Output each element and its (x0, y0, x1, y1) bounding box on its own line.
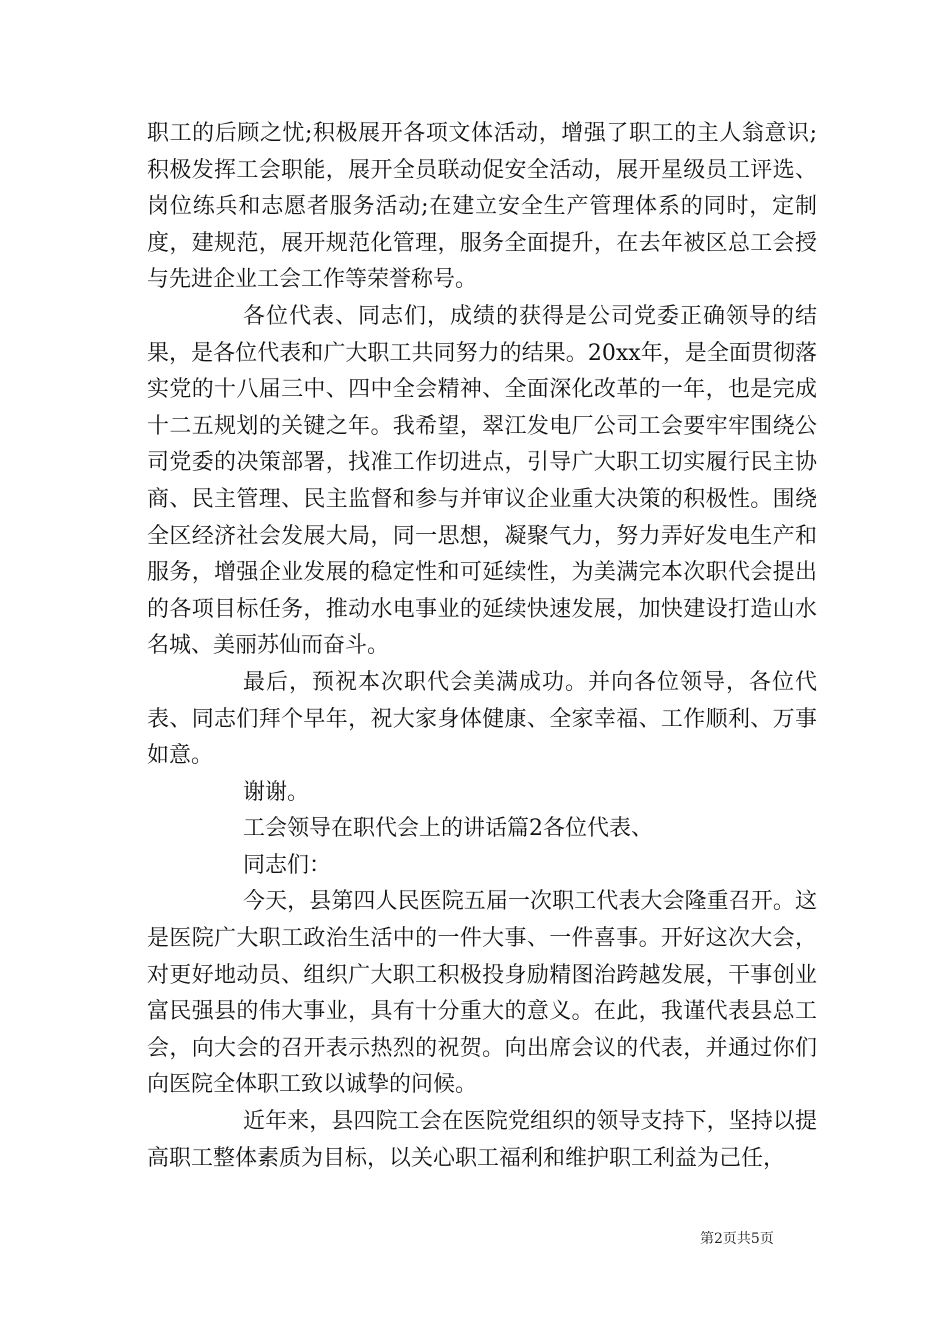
paragraph-achievements: 各位代表、同志们，成绩的获得是公司党委正确领导的结果，是各位代表和广大职工共同努力的结果。20xx年，是全面贯彻落实党的十八届三中、四中全会精神、全面深化改革的一年，也是完成十二五规划的关键之年。我希望，翠江发电厂公司工会要牢牢围绕公司党委的决策部署，找准工作切进点，引导广大职工切实履行民主协商、民主管理、民主监督和参与并审议企业重大决策的积极性。围绕全区经济社会发展大局，同一思想，凝聚气力，努力弄好发电生产和服务，增强企业发展的稳定性和可延续性，为美满完本次职代会提出的各项目标任务，推动水电事业的延续快速发展，加快建设打造山水名城、美丽苏仙而奋斗。 (147, 303, 817, 659)
paragraph-congress-opening: 今天，县第四人民医院五届一次职工代表大会隆重召开。这是医院广大职工政治生活中的一件大事、一件喜事。开好这次大会，对更好地动员、组织广大职工积极投身励精图治跨越发展，干事创业富民强县的伟大事业，具有十分重大的意义。在此，我谨代表县总工会，向大会的召开表示热烈的祝贺。向出席会议的代表，并通过你们向医院全体职工致以诚挚的问候。 (147, 889, 817, 1098)
paragraph-closing-wishes: 最后，预祝本次职代会美满成功。并向各位领导，各位代表、同志们拜个早年，祝大家身体健康、全家幸福、工作顺利、万事如意。 (147, 669, 817, 769)
paragraph-continuation: 职工的后顾之忧;积极展开各项文体活动，增强了职工的主人翁意识;积极发挥工会职能，展开全员联动促安全活动，展开星级员工评选、岗位练兵和志愿者服务活动;在建立安全生产管理体系的同时，定制度，建规范，展开规范化管理，服务全面提升，在去年被区总工会授与先进企业工会工作等荣誉称号。 (147, 121, 817, 293)
paragraph-recent-years: 近年来，县四院工会在医院党组织的领导支持下，坚持以提高职工整体素质为目标，以关心职工福利和维护职工利益为己任， (147, 1109, 817, 1171)
paragraph-thanks: 谢谢。 (243, 779, 310, 805)
page-number-footer: 第2页共5页 (700, 1231, 774, 1247)
speech-2-heading: 工会领导在职代会上的讲话篇2各位代表、 (243, 816, 653, 842)
document-body (147, 116, 817, 1177)
speech-2-salutation: 同志们： (243, 852, 332, 878)
